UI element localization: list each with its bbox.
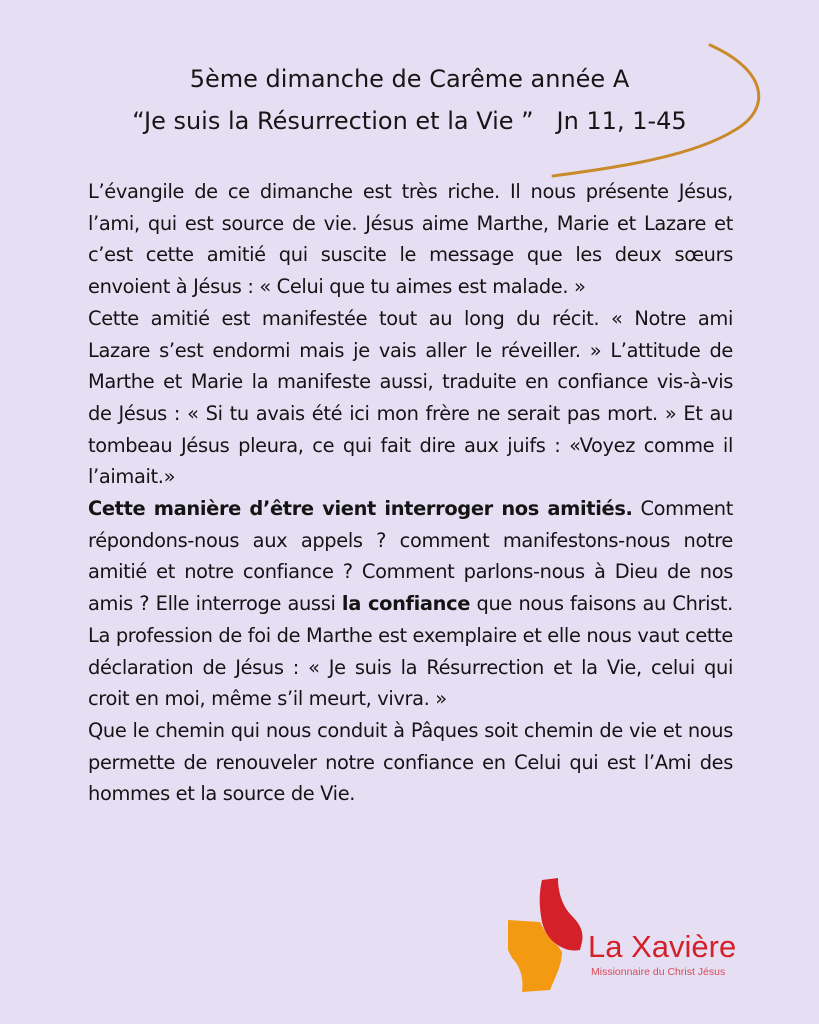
bold-lead: Cette manière d’être vient interroger nos amitiés. [88,497,633,521]
paragraph-1: L’évangile de ce dimanche est très riche. Il nous présente Jésus, l’ami, qui est source de vie. Jésus aime Marthe, Marie et Lazare et c’est cette amitié qui suscite le message que les deux sœurs envoient à Jésus : « Celui que tu aimes est malade. » [88,180,733,299]
paragraph-2: Cette amitié est manifestée tout au long du récit. « Notre ami Lazare s’est endormi mais je vais aller le réveiller. » L’attitude de Marthe et Marie la manifeste aussi, traduite en confiance vis-à-vis de Jésus : « Si tu avais été ici mon frère ne serait pas mort. » Et au tombeau Jésus pleura, ce qui fait dire aux juifs : «Voyez comme il l’aimait.» [88,306,733,489]
paragraph-4: Que le chemin qui nous conduit à Pâques soit chemin de vie et nous permette de renouveler notre confiance en Celui qui est l’Ami des hommes et la source de Vie. [88,718,733,806]
logo-name: La Xavière [588,929,737,964]
logo-tagline: Missionnaire du Christ Jésus [591,966,726,978]
article-body [88,176,733,810]
page-title [0,58,819,142]
paragraph-3-text-a: Comment répondons-nous aux appels ? comment manifestons-nous notre amitié et notre confiance ? Comment parlons-nous à Dieu de nos amis ? Elle interroge aussi [88,497,733,616]
la-xaviere-logo [500,872,760,1002]
paragraph-3 [88,493,733,715]
la-xaviere-cross-icon [500,872,590,1002]
title-line-2: “Je suis la Résurrection et la Vie ” Jn 11, 1-45 [132,107,687,135]
title-line-1: 5ème dimanche de Carême année A [189,65,630,93]
bold-confidence: la confiance [341,592,471,616]
paragraph-3-text-b: que nous faisons au Christ. La profession de foi de Marthe est exemplaire et elle nous vaut cette déclaration de Jésus : « Je suis la Résurrection et la Vie, celui qui croit en moi, même s’il meurt, vivra. » [88,592,733,711]
